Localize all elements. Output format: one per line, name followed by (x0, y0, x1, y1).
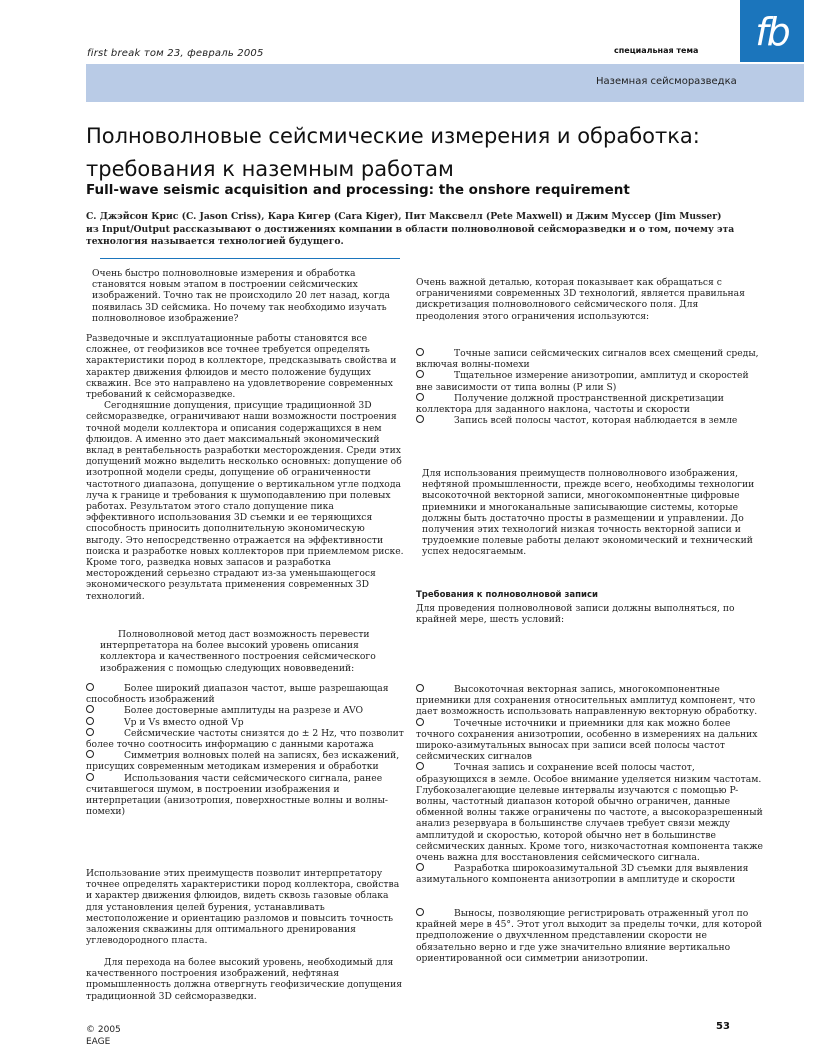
bullet-ring-icon (86, 728, 94, 736)
bullet-ring-icon (86, 717, 94, 725)
bullet-ring-icon (416, 370, 424, 378)
col1-body-4 (86, 957, 406, 1002)
col1-body-2 (100, 629, 405, 674)
list-item: Более достоверные амплитуды на разрезе и AVO (86, 705, 406, 716)
paragraph: Полноволновой метод даст возможность перевести интерпретатора на более высокий уровень описания коллектора и качественного построения сейсмического изображения с помощью следующих нововведений: (100, 629, 376, 674)
lead-divider (100, 258, 400, 259)
paragraph: Очень важной деталью, которая показывает как обращаться с ограничениями современных 3D технологий, является правильная дискретизация полноволнового сейсмического поля. Для преодоления этого ограничения используются: (416, 277, 745, 322)
col2-body-2 (422, 468, 757, 558)
journal-header: first break том 23, февраль 2005 (87, 48, 264, 59)
paragraph: Сегодняшние допущения, присущие традиционной 3D сейсморазведке, ограничивают наши возможности построения точной модели коллектора и описания содержащихся в нем флюидов. А именно это дает максимальный экономический вклад в рентабельность разработки месторождения. Среди этих допущений можно выделить несколько основных: допущение об изотропной модели среды, допущение об ограниченности частотного диапазона, допущение о вертикальном угле подхода луча к границе и требования к шумоподавлению при полевых работах. Результатом этого стало допущение пика эффективного использования 3D съемки и ее теряющихся способность приносить дополнительную экономическую выгоду. Это непосредственно отражается на эффективности поиска и разработке новых коллекторов при приемлемом риске. Кроме того, разведка новых запасов и разработка месторождений серьезно страдают из-за уменьшающегося экономического результата применения современных 3D технологий. (86, 400, 404, 602)
col2-body-1 (416, 277, 756, 322)
col1-body-3 (86, 868, 406, 946)
list-item: Использования части сейсмического сигнала, ранее считавшегося шумом, в построении изображения и интерпретации (анизотропия, поверхностные волны и волны-помехи) (86, 772, 388, 818)
bullet-ring-icon (416, 393, 424, 401)
bullet-ring-icon (86, 705, 94, 713)
col2-bullets-1 (416, 348, 761, 426)
list-item: Точная запись и сохранение всей полосы частот, образующихся в земле. Особое внимание уделяется низким частотам. Глубокозалегающие целевые интервалы изучаются с помощью P-волны, частотный диапазон которой обычно ограничен, данные обменной волны также ограничены по частоте, а высокоразрешенный анализ резервуара в большинстве случаев требует связи между амплитудой и скоростью, которой обычно нет в большинстве сейсмических данных. Кроме того, низкочастотная компонента также очень важна для восстановления сейсмического сигнала. (416, 762, 763, 864)
bullet-ring-icon (416, 718, 424, 726)
bullet-ring-icon (416, 415, 424, 423)
col2-body-3 (416, 590, 761, 626)
lead-paragraph: Очень быстро полноволновые измерения и обработка становятся новым этапом в построении сейсмических изображений. Точно так не происходило 20 лет назад, когда появилась 3D сейсмика. Но почему так необходимо изучать полноволновое изображение? (92, 268, 390, 324)
list-item: Точечные источники и приемники для как можно более точного сохранения анизотропии, особенно в измерениях на дальних широко-азимутальных выносах при записи всей полосы частот сейсмических сигналов (416, 717, 758, 763)
paragraph: Для использования преимуществ полноволнового изображения, нефтяной промышленности, прежде всего, необходимы технологии высокоточной векторной записи, многокомпонентные цифровые приемники и многоканальные записывающие системы, которые должны быть достаточно просты в размещении и управлении. До получения этих технологий низкая точность векторной записи и трудоемкие полевые работы делают экономический и технический успех недосягаемым. (422, 468, 755, 558)
bullet-ring-icon (416, 863, 424, 871)
paragraph: Для проведения полноволновой записи должны выполняться, по крайней мере, шесть условий: (416, 603, 735, 626)
list-item: Разработка широкоазимутальной 3D съемки для выявления азимутального компонента анизотропии в амплитуде и скорости (416, 863, 749, 886)
list-item: Запись всей полосы частот, которая наблюдается в земле (416, 415, 761, 426)
list-item: Более широкий диапазон частот, выше разрешающая способность изображений (86, 683, 389, 706)
col2-bullets-2 (416, 684, 764, 886)
paragraph: Использование этих преимуществ позволит интерпретатору точнее определять характеристики пород коллектора, свойства и характер движения флюидов, видеть сквозь газовые облака для установления целей бурения, устанавливать местоположение и ориентацию разломов и повысить точность заложения скважины для оптимального дренирования углеводородного пласта. (86, 868, 400, 947)
fb-logo: fb (740, 0, 804, 62)
bullet-ring-icon (416, 762, 424, 770)
col1-bullets (86, 683, 406, 817)
article-title-en: Full-wave seismic acquisition and processing: the onshore requirement (86, 182, 630, 198)
title-line-2: требования к наземным работам (86, 157, 454, 181)
list-item: Выносы, позволяющие регистрировать отраженный угол по крайней мере в 45°. Этот угол выходит за пределы точки, для которой предположение о двухчленном представлении скорости не обязательно верно и где уже значительно влияние вертикально ориентированной оси симметрии анизотропии. (416, 908, 763, 964)
list-item: Высокоточная векторная запись, многокомпонентные приемники для сохранения относительных амплитуд компонент, что дает возможность использовать направленную векторную обработку. (416, 684, 758, 718)
col2-bullets-3 (416, 908, 764, 964)
paragraph: Разведочные и эксплуатационные работы становятся все сложнее, от геофизиков все точнее требуется определять характеристики пород в коллекторе, предсказывать свойства и характер движения флюидов и место положение будущих скважин. Все это направлено на удовлетворение современных требований к сейсморазведке. (86, 333, 397, 401)
list-item: Получение должной пространственной дискретизации коллектора для заданного наклона, частоты и скорости (416, 392, 724, 416)
list-item: Сейсмические частоты снизятся до ± 2 Hz, что позволит более точно соотносить информацию с данными каротажа (86, 727, 404, 751)
bullet-ring-icon (86, 750, 94, 758)
col1-body-1 (86, 333, 404, 602)
special-topic-label: специальная тема (614, 46, 699, 55)
bullet-ring-icon (86, 683, 94, 691)
bullet-ring-icon (416, 348, 424, 356)
list-item: Тщательное измерение анизотропии, амплитуд и скоростей вне зависимости от типа волны (P или S) (416, 370, 749, 393)
list-item: Симметрия волновых полей на записях, без искажений, присущих современным методикам измерения и обработки (86, 750, 400, 773)
list-item: Точные записи сейсмических сигналов всех смещений среды, включая волны-помехи (416, 348, 759, 371)
title-line-1: Полноволновые сейсмические измерения и обработка: (86, 124, 700, 148)
authors-standfirst: С. Джэйсон Крис (C. Jason Criss), Кара Кигер (Cara Kiger), Пит Максвелл (Pete Maxwell) и Джим Муссер (Jim Musser) из Input/Output рассказывают о достижениях компании в области полноволновой сейсморазведки и о том, почему эта технология называется технологией будущего. (86, 211, 735, 247)
section-name: Наземная сейсморазведка (596, 76, 737, 87)
bullet-ring-icon (416, 684, 424, 692)
bullet-ring-icon (416, 908, 424, 916)
bullet-ring-icon (86, 773, 94, 781)
list-item: Vp и Vs вместо одной Vp (86, 717, 406, 728)
article-title-ru (86, 120, 726, 186)
subheading: Требования к полноволновой записи (416, 590, 598, 600)
paragraph: Для перехода на более высокий уровень, необходимый для качественного построения изображений, нефтяная промышленность должна отвергнуть геофизические допущения традиционной 3D сейсморазведки. (86, 957, 403, 1002)
page-number: 53 (716, 1021, 730, 1032)
copyright: © 2005 EAGE (86, 1025, 121, 1047)
